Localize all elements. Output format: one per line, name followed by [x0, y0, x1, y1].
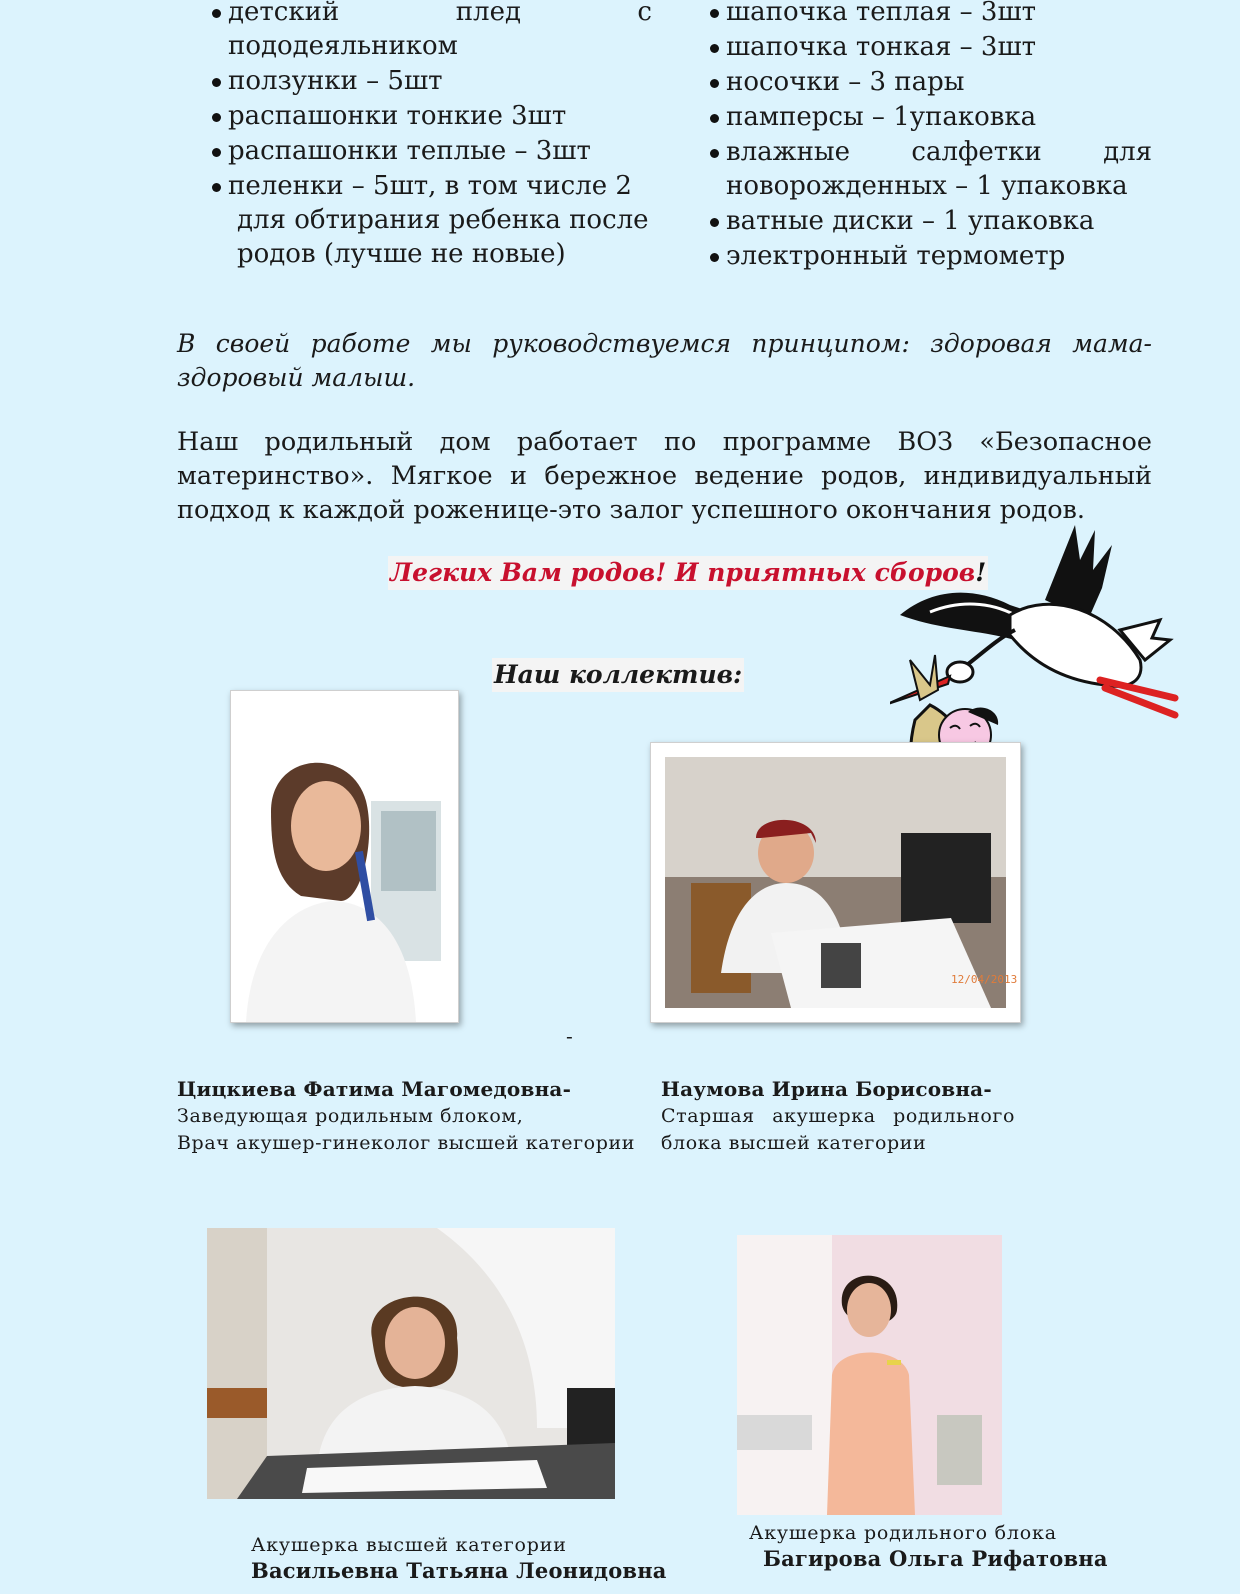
list-item: [710, 204, 1152, 238]
dash-mark: -: [566, 1024, 573, 1048]
list-item-text: шапочка теплая – 3шт: [726, 0, 1037, 27]
list-item-text: ползунки – 5шт: [228, 66, 443, 96]
photo-date-stamp: 12/04/2013: [951, 973, 1018, 986]
staff-role: блока высшей категории: [661, 1132, 927, 1154]
list-item-text: распашонки тонкие 3шт: [228, 101, 567, 131]
photo-staff-4: [737, 1235, 1002, 1515]
staff-caption-1: [177, 1076, 647, 1157]
list-item-text: детский плед с: [228, 0, 652, 27]
list-item: [710, 30, 1152, 64]
list-item-text: распашонки теплые – 3шт: [228, 136, 591, 166]
list-item-text-cont: для обтирания ребенка после: [237, 205, 649, 235]
list-item: [710, 65, 1152, 99]
list-item: [710, 0, 1152, 29]
list-item-text: носочки – 3 пары: [726, 67, 965, 97]
list-item-text: пеленки – 5шт, в том числе 2: [228, 171, 632, 201]
list-item-text: влажные салфетки для: [726, 137, 1152, 167]
photo-staff-3: [207, 1228, 615, 1499]
list-item: [710, 239, 1152, 273]
list-item: [710, 135, 1152, 203]
list-item: [212, 169, 652, 271]
left-checklist: [212, 0, 652, 272]
staff-caption-3: [251, 1532, 667, 1584]
team-title: Наш коллектив:: [492, 658, 744, 692]
motto-paragraph: В своей работе мы руководствуемся принципом: здоровая мама-здоровый малыш.: [177, 329, 1152, 392]
staff-photo-image: [231, 691, 458, 1022]
list-item-text: памперсы – 1упаковка: [726, 102, 1037, 132]
list-item-text-cont: родов (лучше не новые): [237, 239, 566, 269]
staff-caption-2: [661, 1076, 1015, 1157]
staff-name: Наумова Ирина Борисовна-: [661, 1077, 992, 1101]
photo-staff-1: [230, 690, 459, 1023]
right-checklist: [710, 0, 1152, 274]
list-item: [212, 0, 652, 63]
staff-name: Багирова Ольга Рифатовна: [763, 1546, 1108, 1571]
program-paragraph: Наш родильный дом работает по программе ВОЗ «Безопасное материнство». Мягкое и бережное ведение родов, индивидуальный подход к каждой роженице-это залог успешного окончания родов.: [177, 427, 1152, 525]
staff-photo-image: [737, 1235, 1002, 1515]
staff-role: Врач акушер-гинеколог высшей категории: [177, 1132, 635, 1154]
staff-role: Акушерка высшей категории: [251, 1534, 567, 1556]
list-item-text: электронный термометр: [726, 241, 1066, 271]
staff-role: Акушерка родильного блока: [749, 1522, 1057, 1544]
wish-exclamation: !: [975, 558, 987, 587]
staff-role: Заведующая родильным блоком,: [177, 1105, 524, 1127]
list-item: [212, 64, 652, 98]
list-item-text: шапочка тонкая – 3шт: [726, 32, 1037, 62]
list-item: [212, 134, 652, 168]
staff-role: Старшая акушерка родильного: [661, 1105, 1015, 1127]
wish-text: Легких Вам родов! И приятных сборов: [390, 558, 976, 587]
list-item-text-cont: новорожденных – 1 упаковка: [726, 171, 1128, 201]
staff-caption-4: [749, 1520, 1108, 1572]
photo-staff-2: [650, 742, 1021, 1023]
staff-photo-image: [207, 1228, 615, 1499]
list-item: [212, 99, 652, 133]
list-item: [710, 100, 1152, 134]
list-item-text-cont: пододеяльником: [228, 31, 458, 61]
list-item-text: ватные диски – 1 упаковка: [726, 206, 1095, 236]
staff-name: Цицкиева Фатима Магомедовна-: [177, 1077, 572, 1101]
staff-photo-image: [651, 743, 1020, 1022]
staff-name: Васильевна Татьяна Леонидовна: [251, 1558, 667, 1583]
